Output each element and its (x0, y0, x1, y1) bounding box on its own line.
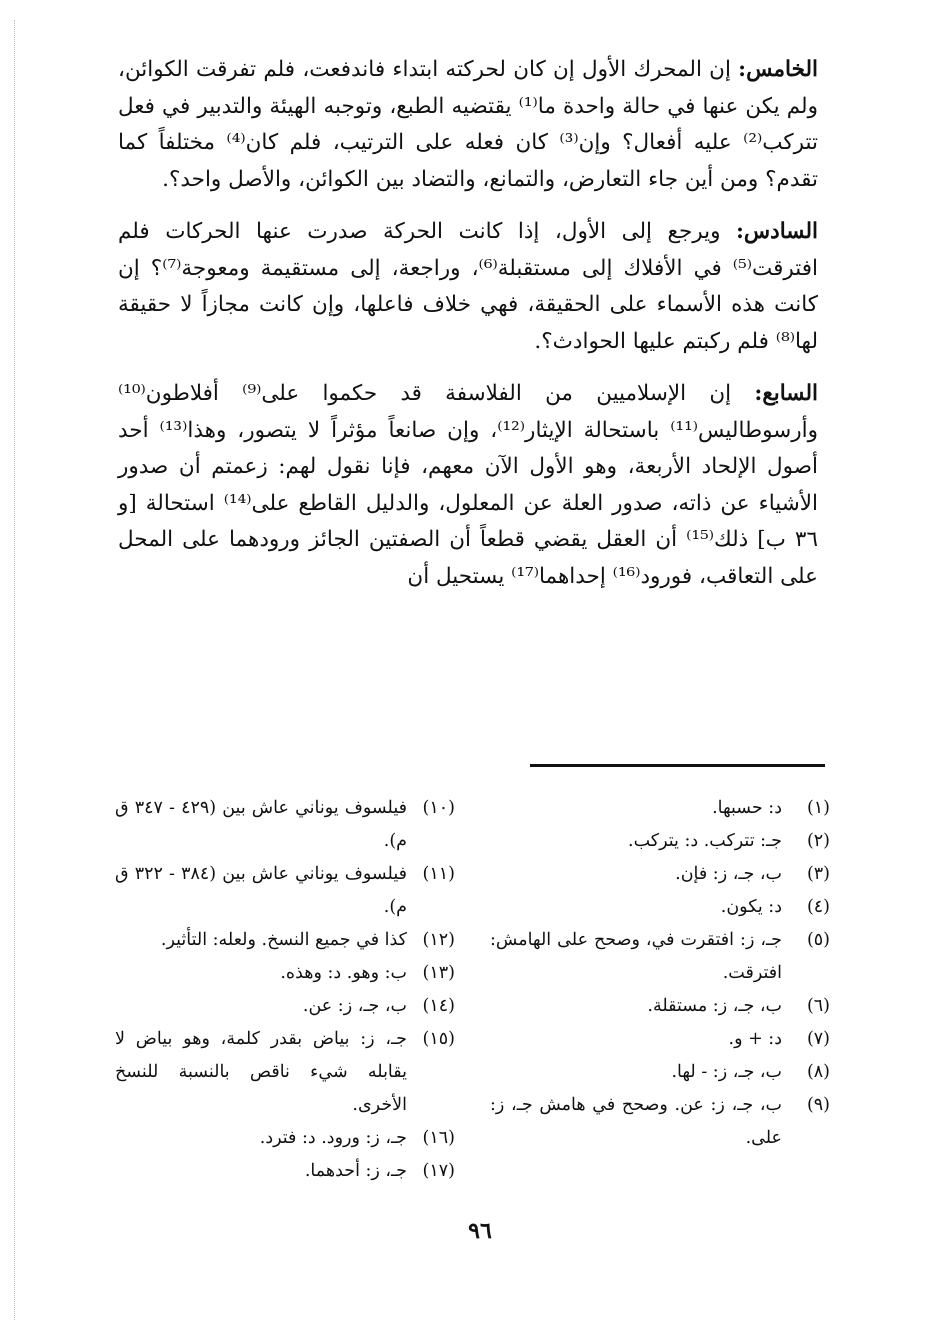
main-text (118, 52, 818, 611)
page-number: ٩٦ (468, 1218, 492, 1244)
footnote-item (490, 825, 830, 858)
footnote-number: (٨) (806, 1062, 830, 1082)
scan-edge-dots (14, 20, 29, 1320)
footnote-item (115, 1122, 455, 1155)
footnote-number: (٣) (806, 864, 830, 884)
footnote-text: ب، جـ، ز: عن. وصحح في هامش جـ، ز: على. (490, 1095, 782, 1148)
footnote-item (115, 924, 455, 957)
footnote-separator (530, 764, 825, 767)
paragraph-sixth (118, 214, 818, 360)
footnotes-column-right (490, 792, 830, 1155)
footnote-number: (٩) (806, 1095, 830, 1115)
footnote-number: (١٠) (422, 798, 455, 818)
footnote-text: جـ، ز: بياض بقدر كلمة، وهو بياض لا يقابله شيء ناقص بالنسبة للنسخ الأخرى. (115, 1029, 407, 1115)
footnote-number: (١٣) (422, 963, 455, 983)
footnote-item (490, 891, 830, 924)
footnote-item (490, 1089, 830, 1155)
footnote-text: ب، جـ، ز: - لها. (671, 1062, 782, 1082)
paragraph-body: إن الإسلاميين من الفلاسفة قد حكموا على⁽⁹⁾ أفلاطون⁽¹⁰⁾ وأرسوطاليس⁽¹¹⁾ باستحالة الإيثار⁽¹²⁾، وإن صانعاً مؤثراً لا يتصور، وهذا⁽¹³⁾ أحد أصول الإلحاد الأربعة، وهو الأول الآن معهم، فإنا نقول لهم: زعمتم أن صدور الأشياء عن ذاته، صدور العلة عن المعلول، والدليل القاطع على⁽¹⁴⁾ استحالة [و ٣٦ ب] ذلك⁽¹⁵⁾ أن العقل يقضي قطعاً أن الصفتين الجائز ورودهما على المحل على التعاقب، فورود⁽¹⁶⁾ إحداهما⁽¹⁷⁾ يستحيل أن (118, 381, 818, 589)
paragraph-body: إن المحرك الأول إن كان لحركته ابتداء فاندفعت، فلم تفرقت الكوائن، ولم يكن عنها في حالة واحدة ما⁽¹⁾ يقتضيه الطبع، وتوجبه الهيئة والتدبير في فعل تتركب⁽²⁾ عليه أفعال؟ وإن⁽³⁾ كان فعله على الترتيب، فلم كان⁽⁴⁾ مختلفاً كما تقدم؟ ومن أين جاء التعارض، والتمانع، والتضاد بين الكوائن، والأصل واحد؟. (118, 57, 818, 192)
footnote-number: (٦) (806, 996, 830, 1016)
footnote-item (490, 1056, 830, 1089)
footnote-number: (١١) (422, 864, 455, 884)
paragraph-seventh (118, 376, 818, 595)
footnote-item (490, 990, 830, 1023)
footnote-number: (١٦) (422, 1128, 455, 1148)
footnote-number: (٢) (806, 831, 830, 851)
footnote-text: فيلسوف يوناني عاش بين (٤٢٩ - ٣٤٧ ق م). (115, 798, 407, 851)
footnote-number: (١٢) (422, 930, 455, 950)
footnote-item (115, 858, 455, 924)
paragraph-fifth (118, 52, 818, 198)
footnote-item (115, 1155, 455, 1188)
footnote-text: ب، جـ، ز: عن. (302, 996, 407, 1016)
footnote-item (490, 792, 830, 825)
footnote-text: جـ، ز: أحدهما. (304, 1161, 407, 1181)
footnote-number: (٧) (806, 1029, 830, 1049)
footnote-text: د: + و. (728, 1029, 782, 1049)
footnote-text: كذا في جميع النسخ. ولعله: التأثير. (160, 930, 407, 950)
footnote-text: ب: وهو. د: وهذه. (280, 963, 407, 983)
paragraph-body: ويرجع إلى الأول، إذا كانت الحركة صدرت عنها الحركات فلم افترقت⁽⁵⁾ في الأفلاك إلى مستقبلة⁽⁶⁾، وراجعة، إلى مستقيمة ومعوجة⁽⁷⁾؟ إن كانت هذه الأسماء على الحقيقة، فهي خلاف فاعلها، وإن كانت مجازاً لا حقيقة لها⁽⁸⁾ فلم ركبتم عليها الحوادث؟. (118, 219, 818, 354)
footnote-item (490, 1023, 830, 1056)
footnote-number: (١٧) (422, 1161, 455, 1181)
footnote-number: (٥) (806, 930, 830, 950)
footnote-number: (١) (806, 798, 830, 818)
footnote-number: (١٥) (422, 1029, 455, 1049)
footnote-text: د: حسبها. (712, 798, 782, 818)
footnote-text: جـ: تتركب. د: يتركب. (628, 831, 782, 851)
footnote-number: (١٤) (422, 996, 455, 1016)
paragraph-heading: السادس: (735, 219, 818, 244)
footnote-text: ب، جـ، ز: مستقلة. (647, 996, 782, 1016)
footnote-text: د: يكون. (720, 897, 782, 917)
footnotes-column-left (115, 792, 455, 1188)
footnote-item (115, 1023, 455, 1122)
footnote-text: جـ، ز: ورود. د: فترد. (259, 1128, 407, 1148)
paragraph-heading: الخامس: (738, 57, 818, 82)
footnote-item (490, 858, 830, 891)
footnote-item (115, 990, 455, 1023)
footnote-number: (٤) (806, 897, 830, 917)
footnote-item (490, 924, 830, 990)
footnote-item (115, 792, 455, 858)
footnote-text: ب، جـ، ز: فإن. (675, 864, 782, 884)
paragraph-heading: السابع: (754, 381, 819, 406)
footnote-item (115, 957, 455, 990)
footnote-text: جـ، ز: افتقرت في، وصحح على الهامش: افترقت. (490, 930, 782, 983)
footnote-text: فيلسوف يوناني عاش بين (٣٨٤ - ٣٢٢ ق م). (115, 864, 407, 917)
